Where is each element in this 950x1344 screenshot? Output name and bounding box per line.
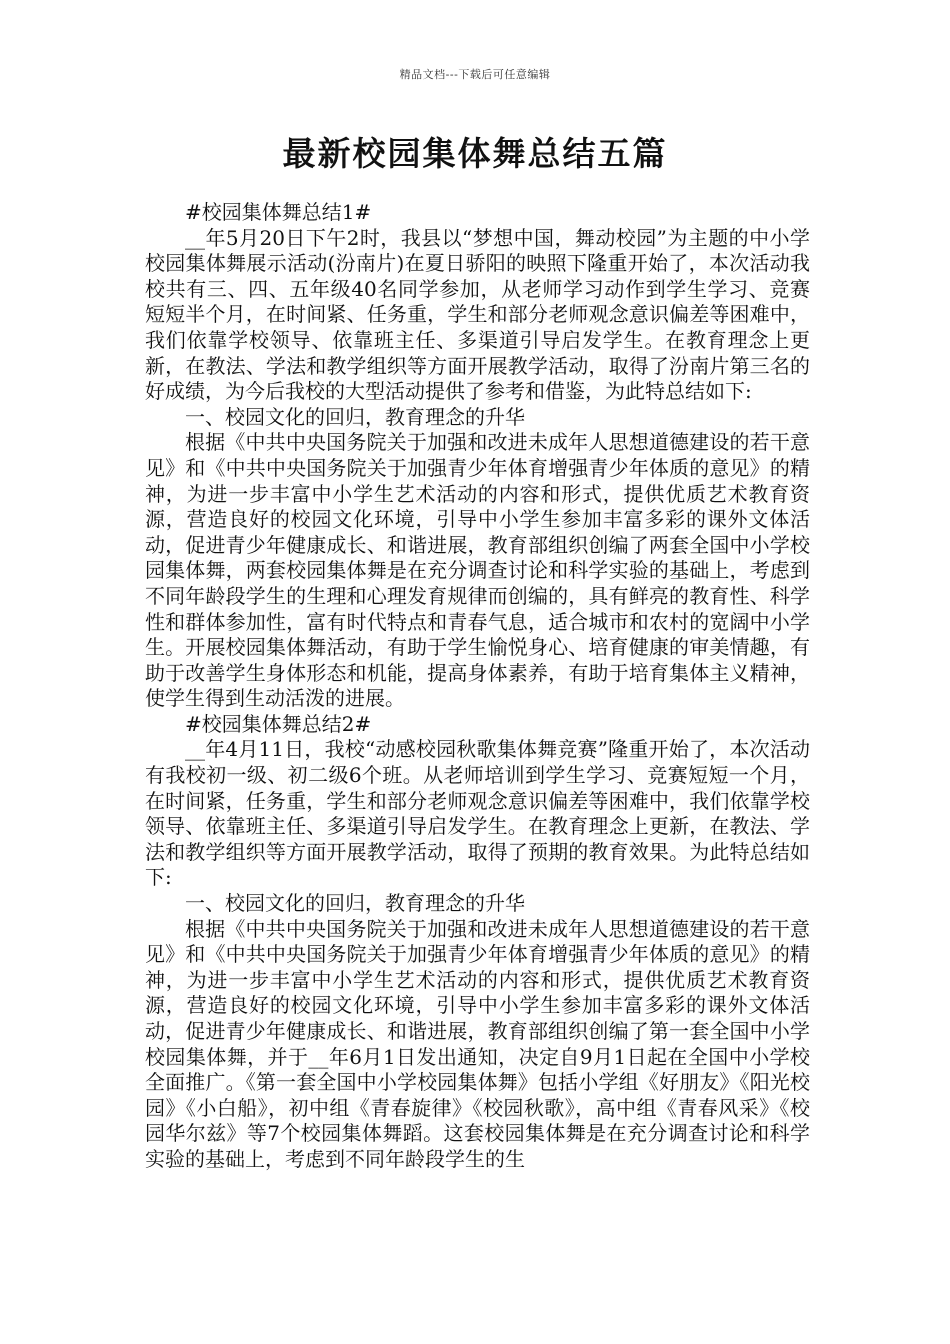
header-note: 精品文档---下载后可任意编辑: [399, 68, 551, 81]
subsection-heading: 一、校园文化的回归，教育理念的升华: [185, 891, 525, 916]
paragraph: 根据《中共中央国务院关于加强和改进未成年人思想道德建设的若干意见》和《中共中央国务院关于加强青少年体育增强青少年体质的意见》的精神，为进一步丰富中小学生艺术活动的内容和形式，提供优质艺术教育资源，营造良好的校园文化环境，引导中小学生参加丰富多彩的课外文体活动，促进青少年健康成长、和谐进展，教育部组织创编了第一套全国中小学校园集体舞，并于__年6月1日发出通知，决定自9月1日起在全国中小学校全面推广。《第一套全国中小学校园集体舞》包括小学组《好朋友》《阳光校园》《小白船》，初中组《青春旋律》《校园秋歌》，高中组《青春风采》《校园华尔兹》等7个校园集体舞蹈。这套校园集体舞是在充分调查讨论和科学实验的基础上，考虑到不同年龄段学生的生: [145, 916, 810, 1171]
paragraph: __年5月20日下午2时，我县以“梦想中国，舞动校园”为主题的中小学校园集体舞展示活动(汾南片)在夏日骄阳的映照下隆重开始了，本次活动我校共有三、四、五年级40名同学参加，从老师学习动作到学生学习、竞赛短短半个月，在时间紧、任务重，学生和部分老师观念意识偏差等困难中，我们依靠学校领导、依靠班主任、多渠道引导启发学生。在教育理念上更新，在教法、学法和教学组织等方面开展教学活动，取得了汾南片第三名的好成绩，为今后我校的大型活动提供了参考和借鉴，为此特总结如下:: [145, 225, 810, 404]
document-title: 最新校园集体舞总结五篇: [282, 134, 668, 173]
section-heading-2: #校园集体舞总结2#: [185, 711, 372, 736]
paragraph: __年4月11日，我校“动感校园秋歌集体舞竞赛”隆重开始了，本次活动有我校初一级、初二级6个班。从老师培训到学生学习、竞赛短短一个月，在时间紧，任务重，学生和部分老师观念意识偏差等困难中，我们依靠学校领导、依靠班主任、多渠道引导启发学生。在教育理念上更新，在教法、学法和教学组织等方面开展教学活动，取得了预期的教育效果。为此特总结如下:: [145, 737, 810, 890]
document-body: [145, 200, 810, 1173]
subsection-heading: 一、校园文化的回归，教育理念的升华: [185, 404, 525, 429]
section-heading-1: #校园集体舞总结1#: [185, 200, 372, 224]
paragraph: 根据《中共中央国务院关于加强和改进未成年人思想道德建设的若干意见》和《中共中央国务院关于加强青少年体育增强青少年体质的意见》的精神，为进一步丰富中小学生艺术活动的内容和形式，提供优质艺术教育资源，营造良好的校园文化环境，引导中小学生参加丰富多彩的课外文体活动，促进青少年健康成长、和谐进展，教育部组织创编了两套全国中小学校园集体舞，两套校园集体舞是在充分调查讨论和科学实验的基础上，考虑到不同年龄段学生的生理和心理发育规律而创编的，具有鲜亮的教育性、科学性和群体参加性，富有时代特点和青春气息，适合城市和农村的宽阔中小学生。开展校园集体舞活动，有助于学生愉悦身心、培育健康的审美情趣，有助于改善学生身体形态和机能，提高身体素养，有助于培育集体主义精神，使学生得到生动活泼的进展。: [145, 430, 810, 711]
